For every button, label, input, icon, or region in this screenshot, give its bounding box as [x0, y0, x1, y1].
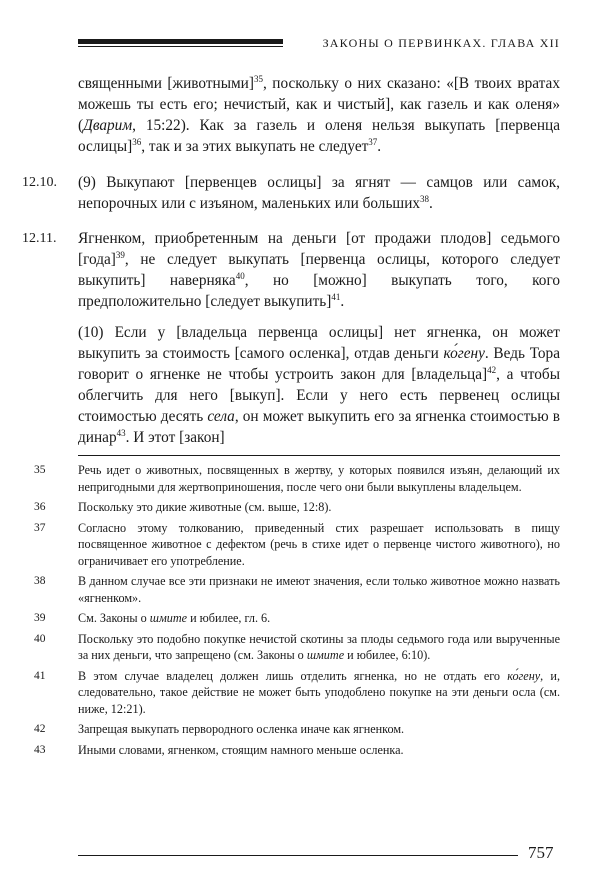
running-header — [78, 36, 560, 50]
footnote-number: 35 — [34, 464, 46, 476]
footnote-ref[interactable]: 40 — [235, 270, 245, 281]
footnote-40: 40 Поскольку это подобно покупке нечистой скотины за плоды седьмого года или вырученные за них деньги, что запрещено (см. Законы о шмите и юбилее, 6:10). — [34, 631, 560, 662]
footnote-42: 42 Запрещая выкупать первородного осленка иначе как ягненком. — [34, 722, 405, 736]
header-ornament-bars — [78, 36, 283, 50]
paragraph-text: (9) Выкупают [первенцев ослицы] за ягнят — самцов или самок, непорочных или с изъяном, маленьких или больших$^{38}$. — [78, 174, 560, 212]
footnote-38: 38 В данном случае все эти признаки не имеют значения, если только животное можно назвать «ягненком». — [34, 574, 560, 605]
footnote-ref[interactable]: 37 — [368, 136, 378, 147]
footnote-37: 37 Согласно этому толкованию, приведенный стих разрешает использовать в пищу посвященное животное с дефектом (речь в стихе идет о первенце чистого животного), но ограничивает его употребление. — [34, 520, 560, 568]
paragraph-text: (10) Если у [владельца первенца ослицы] нет ягненка, он может выкупить за стоимость [самого осленка], отдав деньги ко́гену. Ведь Тора говорит о ягненке не чтобы устроить закон для [владельца]$^{42}$, а чтобы облегчить для него [выкуп]. Если у него есть первенец ослицы стоимостью десять села, он может выкупить его за ягненка стоимостью в динар$^{43}$. И этот [закон] — [78, 324, 560, 446]
paragraph-10 — [78, 322, 560, 448]
footnote-separator — [78, 455, 560, 456]
footnote-35: 35 Речь идет о животных, посвященных в жертву, у которых появился изъян, делающий их непригодными для жертвоприношения, после чего они были выкуплены владельцем. — [34, 463, 560, 494]
paragraph-12-10 — [22, 172, 560, 214]
page-number: 757 — [528, 843, 554, 862]
footnote-43: 43 Иными словами, ягненком, стоящим намного меньше осленка. — [34, 742, 404, 757]
footnote-number: 43 — [34, 743, 46, 756]
section-number: 12.10. — [22, 175, 57, 190]
footnote-ref[interactable]: 43 — [116, 427, 126, 438]
footnote-ref[interactable]: 42 — [487, 364, 497, 375]
footnote-36: 36 Поскольку это дикие животные (см. выше, 12:8). — [34, 500, 332, 514]
header-thin-bar — [78, 46, 283, 47]
section-number: 12.11. — [22, 231, 57, 246]
footnotes — [34, 462, 560, 762]
header-thick-bar — [78, 39, 283, 44]
footnote-number: 40 — [34, 632, 46, 645]
footnote-ref[interactable]: 38 — [420, 193, 430, 204]
footnote-number: 38 — [34, 575, 46, 587]
footnote-number: 37 — [34, 521, 46, 534]
running-header-title: ЗАКОНЫ О ПЕРВИНКАХ. ГЛАВА XII — [322, 36, 560, 50]
footnote-ref[interactable]: 35 — [253, 73, 263, 84]
footnote-number: 42 — [34, 723, 46, 735]
footnote-ref[interactable]: 41 — [331, 291, 341, 302]
paragraph-12-11 — [22, 228, 560, 312]
footnote-number: 36 — [34, 501, 46, 513]
paragraph-text: Ягненком, приобретенным на деньги [от продажи плодов] седьмого [года]$^{39}$, не следует выкупать [первенца ослицы, которого следует выкупить] наверняка$^{40}$, но [можно] выкупать того, кого предположительно [следует выкупить]$^{41}$. — [78, 230, 560, 310]
paragraph-continuation — [78, 73, 560, 157]
footnote-ref[interactable]: 39 — [115, 249, 125, 260]
footnote-number: 39 — [34, 612, 46, 624]
footnote-41: 41 В этом случае владелец должен лишь отделить ягненка, но не отдать его ко́гену, и, следовательно, такое действие не может быть уподоблено покупке на эти деньги осла (см. ниже, 12:21). — [34, 668, 560, 716]
footnote-39: 39 См. Законы о шмите и юбилее, гл. 6. — [34, 611, 271, 625]
footnote-ref[interactable]: 36 — [132, 136, 142, 147]
bottom-rule — [78, 855, 518, 856]
footnote-number: 41 — [34, 669, 46, 682]
paragraph-text: священными [животными]$^{35}$, поскольку о них сказано: «[В твоих вратах можешь ты есть его; нечистый, как и чистый], как газель и как оленя» (Дварим, 15:22). Как за газель и оленя нельзя выкупать [первенца ослицы]$^{36}$, так и за этих выкупать не следует$^{37}$. — [78, 73, 560, 155]
